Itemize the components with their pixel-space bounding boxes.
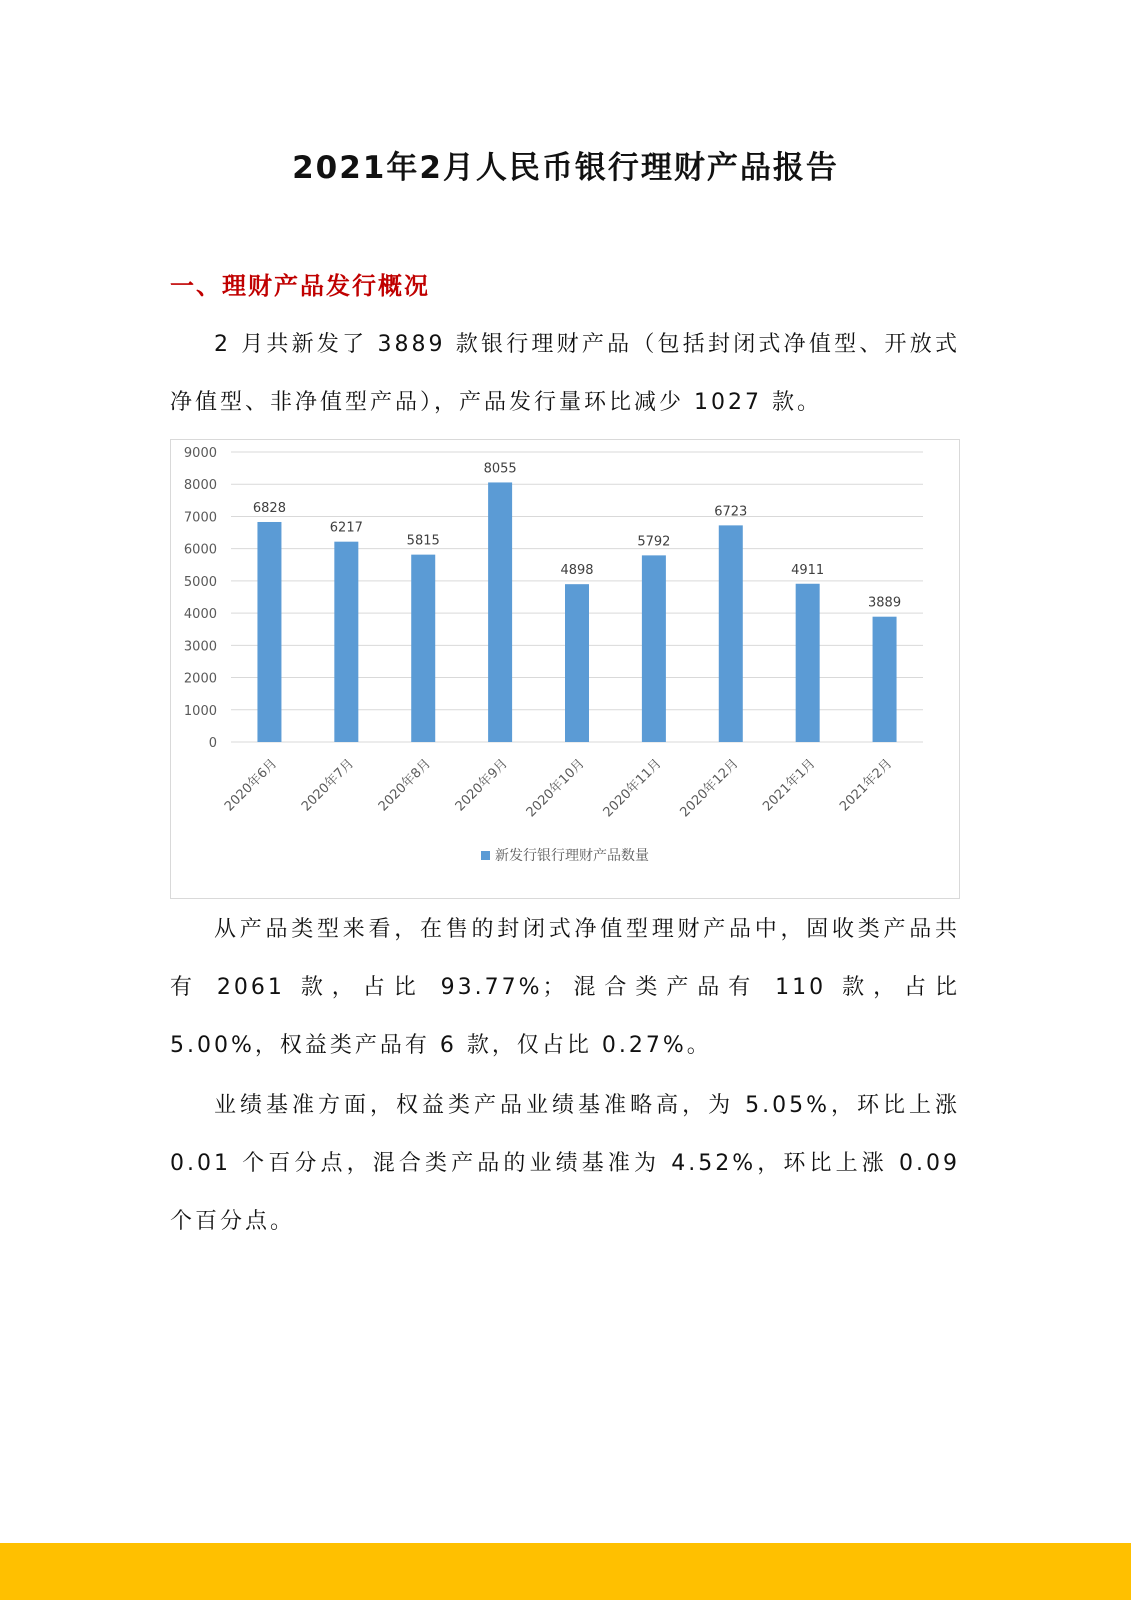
x-tick-label: 2020年11月	[600, 756, 665, 821]
data-label: 6723	[714, 504, 748, 520]
data-label: 6217	[329, 520, 363, 536]
y-tick-label: 0	[208, 736, 217, 751]
paragraph-product-types: 从产品类型来看，在售的封闭式净值型理财产品中，固收类产品共有 2061 款，占比 93.77%；混合类产品有 110 款，占比 5.00%，权益类产品有 6 款，仅占比 0.27%。	[170, 917, 960, 1058]
x-tick-label: 2020年9月	[452, 756, 511, 815]
section-heading: 一、理财产品发行概况	[170, 272, 430, 300]
x-tick-label: 2021年1月	[760, 756, 819, 815]
data-label: 4911	[791, 562, 825, 578]
bar	[411, 555, 435, 742]
bar	[873, 617, 897, 742]
page-title: 2021年2月人民币银行理财产品报告	[292, 150, 839, 186]
data-label: 5792	[637, 534, 671, 550]
data-label: 5815	[406, 533, 440, 549]
legend-swatch	[481, 851, 490, 860]
x-tick-label: 2020年10月	[523, 756, 588, 821]
footer-bar	[0, 1543, 1131, 1600]
x-tick-label: 2020年8月	[375, 756, 435, 815]
issuance-bar-chart	[170, 439, 960, 899]
bar	[565, 584, 589, 742]
paragraph-issuance: 2 月共新发了 3889 款银行理财产品（包括封闭式净值型、开放式净值型、非净值型产品），产品发行量环比减少 1027 款。	[170, 332, 960, 415]
y-tick-label: 7000	[183, 510, 217, 526]
y-tick-label: 5000	[183, 574, 217, 590]
data-label: 3889	[868, 595, 902, 611]
bar	[257, 522, 281, 742]
x-tick-label: 2020年6月	[222, 756, 281, 815]
y-tick-label: 9000	[183, 446, 217, 461]
bar	[719, 525, 743, 742]
paragraph-benchmarks: 业绩基准方面，权益类产品业绩基准略高，为 5.05%，环比上涨 0.01 个百分点，混合类产品的业绩基准为 4.52%，环比上涨 0.09 个百分点。	[170, 1093, 960, 1234]
legend-label: 新发行银行理财产品数量	[495, 848, 649, 864]
x-tick-label: 2020年7月	[298, 756, 358, 815]
y-tick-label: 8000	[183, 478, 217, 494]
bar	[488, 482, 512, 742]
bar	[796, 584, 820, 742]
bar	[642, 555, 666, 742]
x-tick-label: 2021年2月	[837, 756, 896, 815]
x-tick-label: 2020年12月	[677, 756, 742, 821]
y-tick-label: 1000	[183, 703, 217, 719]
data-label: 4898	[560, 563, 594, 579]
y-tick-label: 6000	[183, 542, 217, 558]
chart-svg	[171, 440, 961, 900]
bar	[334, 542, 358, 742]
y-tick-label: 2000	[183, 671, 217, 687]
y-tick-label: 3000	[183, 639, 217, 655]
y-tick-label: 4000	[183, 607, 217, 623]
data-label: 6828	[252, 500, 286, 516]
data-label: 8055	[483, 461, 517, 477]
